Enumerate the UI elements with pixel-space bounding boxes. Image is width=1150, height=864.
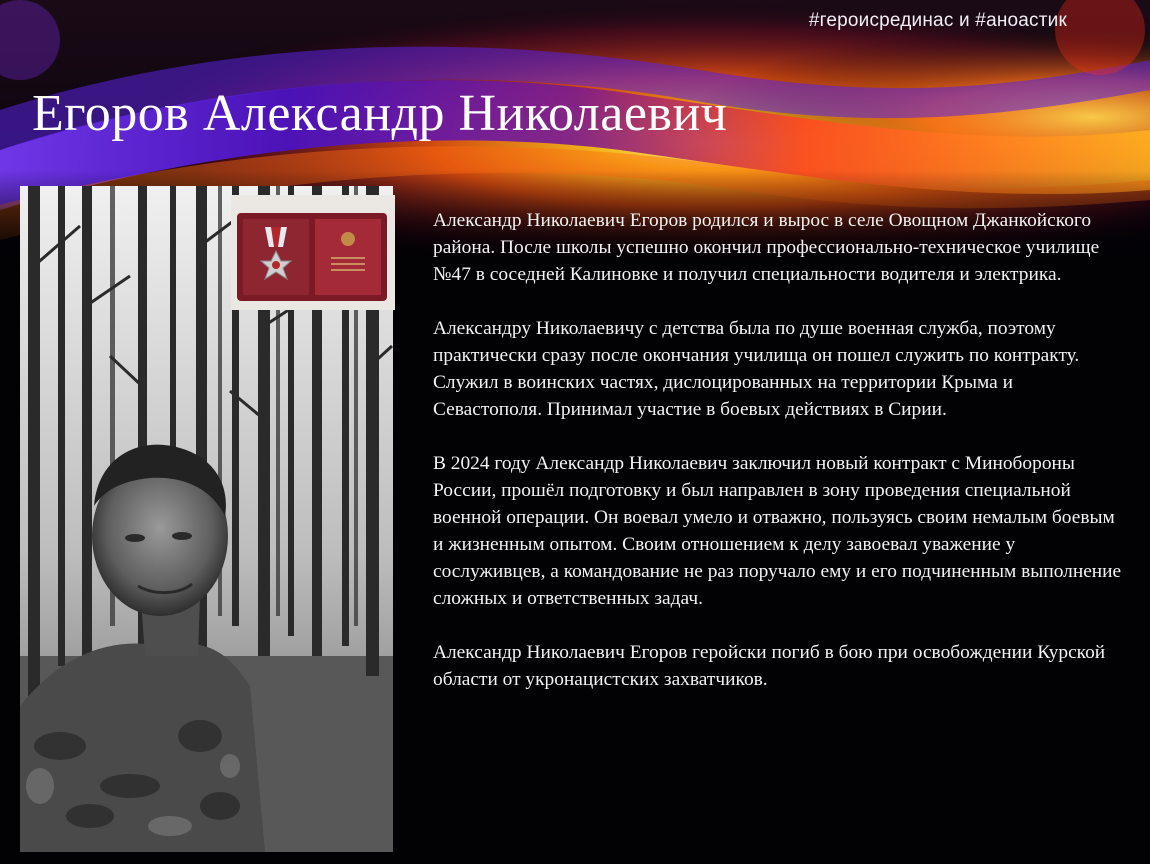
medal-case-illustration (231, 195, 395, 310)
biography-paragraph-4: Александр Николаевич Егоров геройски погиб в бою при освобождении Курской области от укронацистских захватчиков. (433, 642, 1106, 690)
biography-paragraph-3: В 2024 году Александр Николаевич заключил новый контракт с Минобороны России, прошёл подготовку и был направлен в зону проведения специальной военной операции. Он воевал умело и отважно, пользуясь своим немалым боевым и жизненным опытом. Своим отношением к делу завоевал уважение у сослуживцев, а командование не раз поручало ему и его подчиненным выполнение сложных и ответственных задач. (433, 453, 1122, 609)
biography-paragraph-2: Александру Николаевичу с детства была по душе военная служба, поэтому практически сразу после окончания училища он пошел служить по контракту. Служил в воинских частях, дислоцированных на территории Крыма и Севастополя. Принимал участие в боевых действиях в Сирии. (433, 318, 1080, 420)
biography-text (433, 207, 1123, 720)
hashtag-caption: #героисрединас и #аноастик (808, 10, 1067, 31)
medal-award-photo (231, 195, 395, 310)
biography-paragraph-1: Александр Николаевич Егоров родился и вырос в селе Овощном Джанкойского района. После школы успешно окончил профессионально-техническое училище №47 в соседней Калиновке и получил специальности водителя и электрика. (433, 210, 1100, 285)
page-title: Егоров Александр Николаевич (32, 85, 728, 142)
